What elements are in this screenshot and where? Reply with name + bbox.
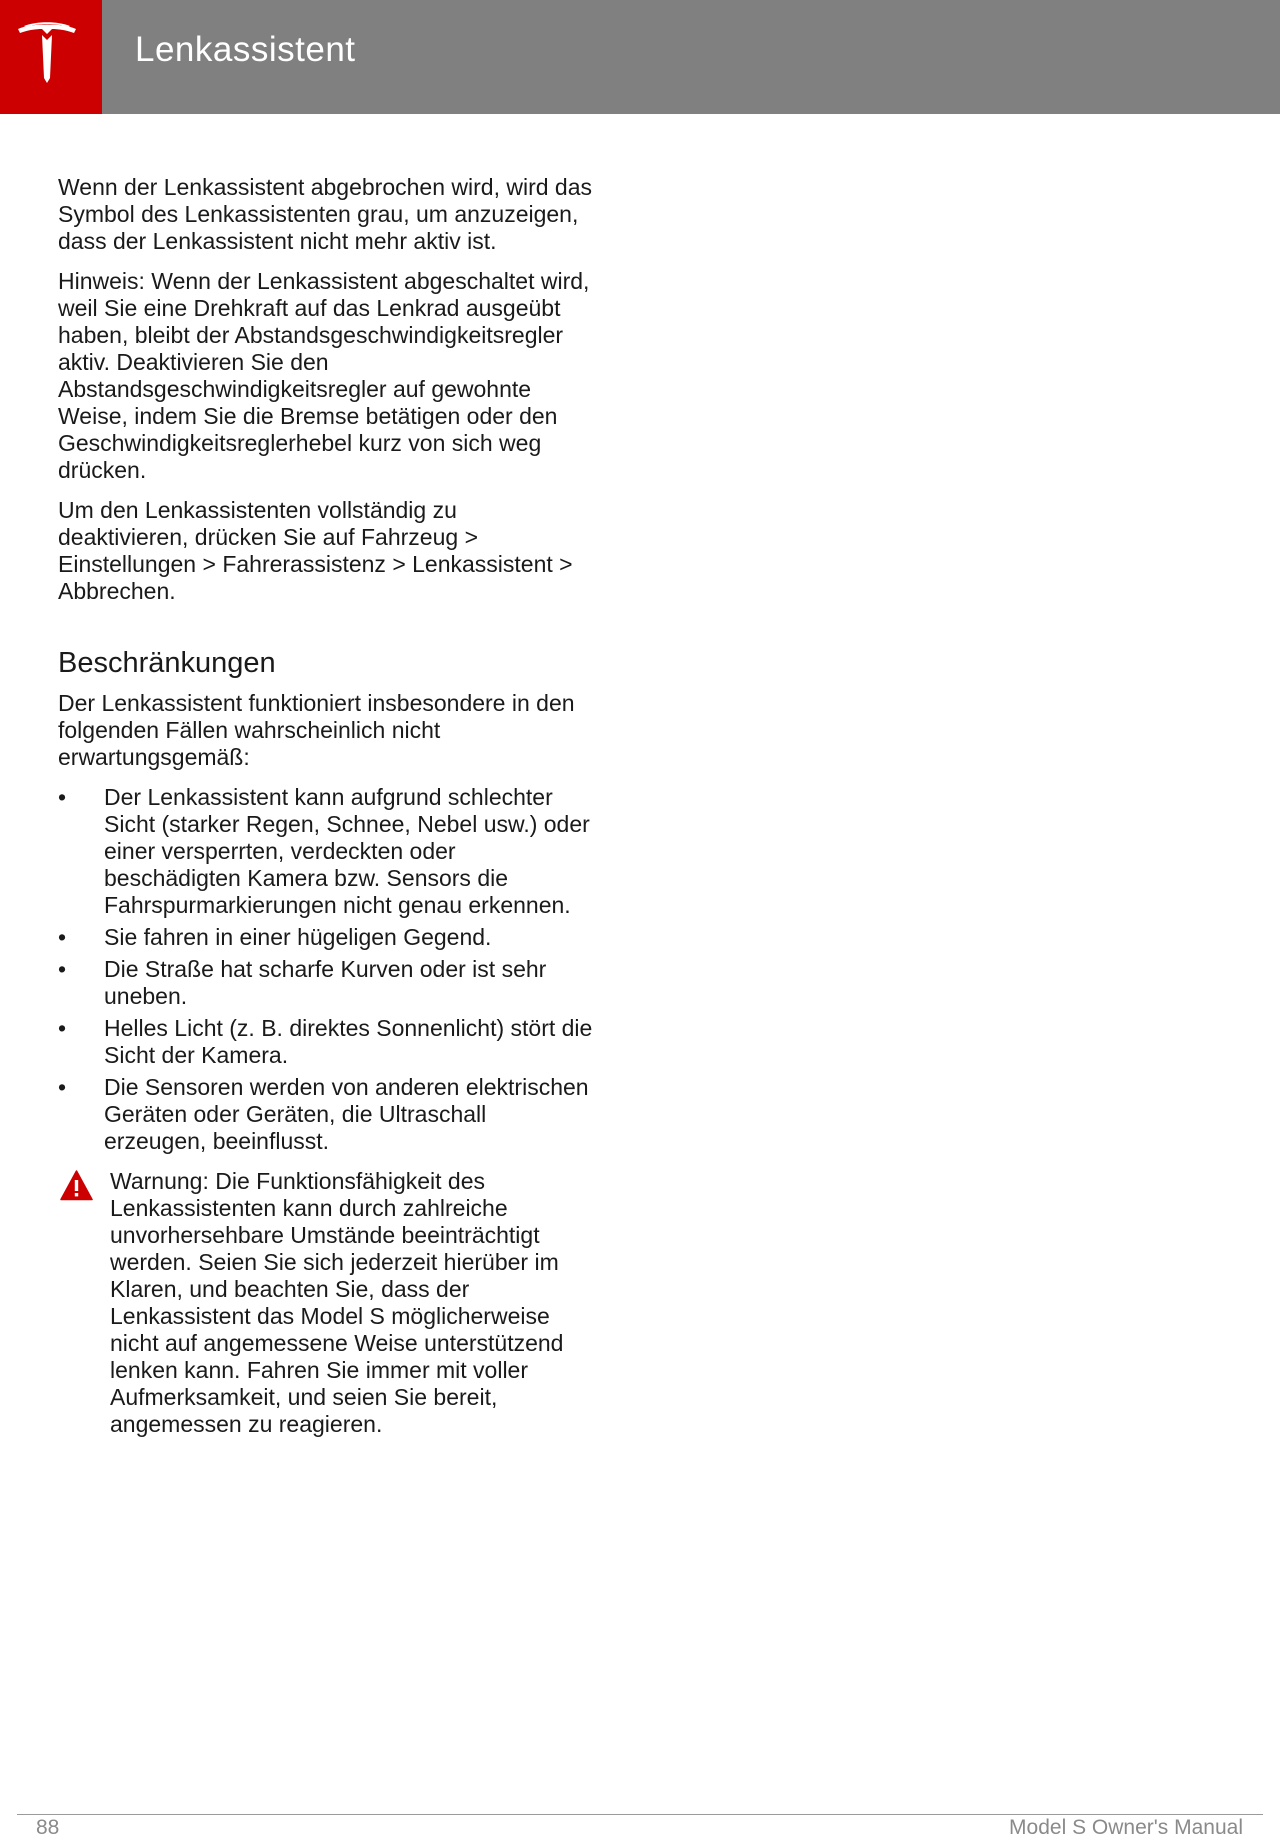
list-item-text: Die Sensoren werden von anderen elektrischen Geräten oder Geräten, die Ultraschall erzeugen, beeinflusst. <box>104 1074 589 1154</box>
bullet-marker: • <box>58 1074 67 1100</box>
list-item <box>58 1015 593 1069</box>
bullet-marker: • <box>58 1015 67 1041</box>
manual-title: Model S Owner's Manual <box>1009 1816 1243 1839</box>
list-item <box>58 924 593 951</box>
limitations-list <box>58 784 593 1155</box>
list-item <box>58 1074 593 1155</box>
list-item-text: Helles Licht (z. B. direktes Sonnenlicht) stört die Sicht der Kamera. <box>104 1015 593 1068</box>
footer-divider <box>17 1814 1263 1815</box>
tesla-logo-icon <box>16 20 78 86</box>
list-item-text: Sie fahren in einer hügeligen Gegend. <box>104 924 492 950</box>
page-header <box>0 0 1280 114</box>
section-intro: Der Lenkassistent funktioniert insbesondere in den folgenden Fällen wahrscheinlich nicht erwartungsgemäß: <box>58 690 575 770</box>
list-item-text: Der Lenkassistent kann aufgrund schlechter Sicht (starker Regen, Schnee, Nebel usw.) oder einer versperrten, verdeckten oder beschädigten Kamera bzw. Sensors die Fahrspurmarkierungen nicht genau erkennen. <box>104 784 590 918</box>
warning-text: Warnung: Die Funktionsfähigkeit des Lenkassistenten kann durch zahlreiche unvorhersehbare Umstände beeinträchtigt werden. Seien Sie sich jederzeit hierüber im Klaren, und beachten Sie, dass der Lenkassistent das Model S möglicherweise nicht auf angemessene Weise unterstützend lenken kann. Fahren Sie immer mit voller Aufmerksamkeit, und seien Sie bereit, angemessen zu reagieren. <box>110 1168 564 1437</box>
logo-box <box>0 0 102 114</box>
bullet-marker: • <box>58 924 67 950</box>
warning-triangle-icon <box>60 1170 93 1201</box>
page-number: 88 <box>36 1816 60 1839</box>
deactivate-paragraph: Um den Lenkassistenten vollständig zu deaktivieren, drücken Sie auf Fahrzeug > Einstellungen > Fahrerassistenz > Lenkassistent > Abbrechen. <box>58 497 573 604</box>
note-paragraph: Hinweis: Wenn der Lenkassistent abgeschaltet wird, weil Sie eine Drehkraft auf das Lenkrad ausgeübt haben, bleibt der Abstandsgeschwindigkeitsregler aktiv. Deaktivieren Sie den Abstandsgeschwindigkeitsregler auf gewohnte Weise, indem Sie die Bremse betätigen oder den Geschwindigkeitsreglerhebel kurz von sich weg drücken. <box>58 268 590 483</box>
intro-paragraph: Wenn der Lenkassistent abgebrochen wird, wird das Symbol des Lenkassistenten grau, um anzuzeigen, dass der Lenkassistent nicht mehr aktiv ist. <box>58 174 592 254</box>
page-title: Lenkassistent <box>135 30 356 69</box>
section-heading: Beschränkungen <box>58 647 276 679</box>
list-item <box>58 784 593 919</box>
bullet-marker: • <box>58 956 67 982</box>
warning-block <box>58 1168 593 1438</box>
list-item-text: Die Straße hat scharfe Kurven oder ist sehr uneben. <box>104 956 547 1009</box>
list-item <box>58 956 593 1010</box>
main-content <box>58 174 593 1438</box>
bullet-marker: • <box>58 784 67 810</box>
